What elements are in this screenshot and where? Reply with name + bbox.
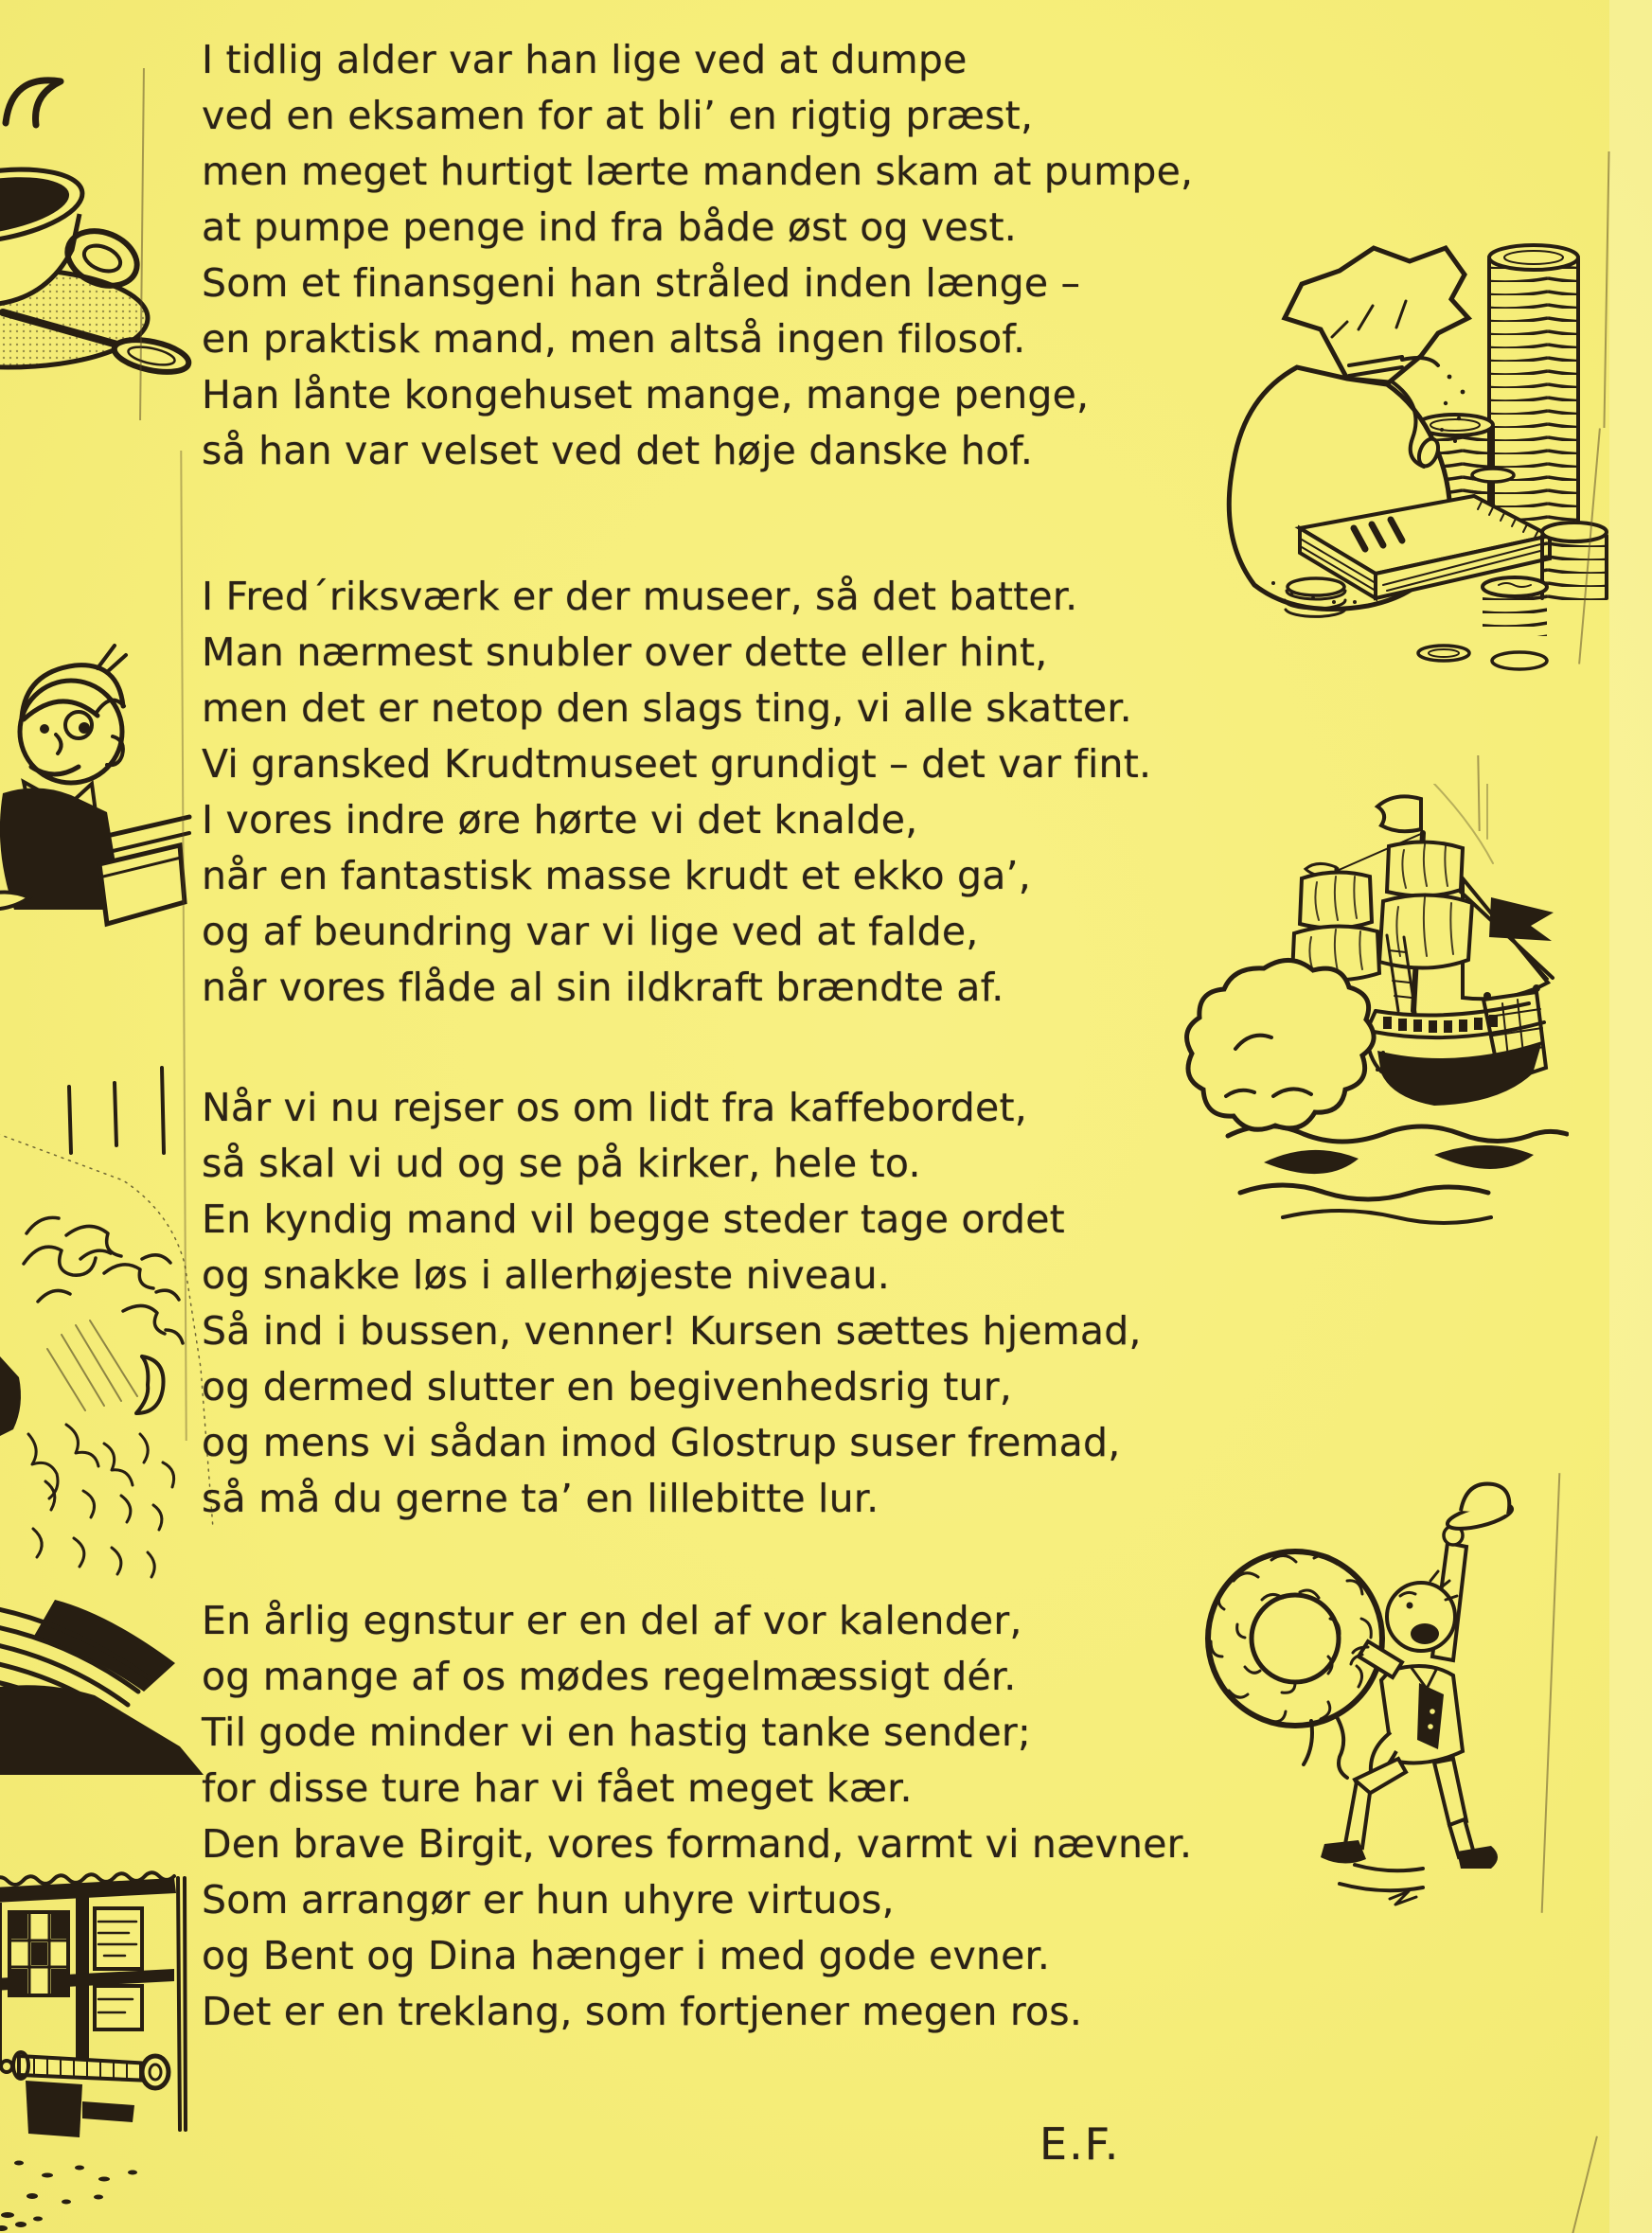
poem-line: en praktisk mand, men altså ingen filosof. (202, 316, 1026, 362)
poem-line: I Fred´riksværk er der museer, så det batter. (202, 574, 1078, 619)
poem-line: Når vi nu rejser os om lidt fra kaffebordet, (202, 1085, 1027, 1130)
poem-stanza-1 (202, 32, 1193, 479)
poem-line: og af beundring var vi lige ved at falde, (202, 909, 979, 954)
poem-line: Den brave Birgit, vores formand, varmt vi nævner. (202, 1821, 1193, 1867)
poem-stanza-2 (202, 569, 1151, 1016)
poem-line: Som arrangør er hun uhyre virtuos, (202, 1877, 895, 1923)
poem-line: og Bent og Dina hænger i med gode evner. (202, 1933, 1051, 1978)
poem-line: så må du gerne ta’ en lillebitte lur. (202, 1476, 879, 1521)
bearded-man-portrait-illustration (0, 1122, 222, 1775)
poem-line: så skal vi ud og se på kirker, hele to. (202, 1141, 921, 1186)
museum-house-cannon-illustration (0, 1836, 189, 2233)
poem-line: Som et finansgeni han stråled inden længe – (202, 260, 1081, 306)
warship-cannon-smoke-illustration (1150, 784, 1569, 1231)
poem-line: men det er netop den slags ting, vi alle skatter. (202, 685, 1132, 731)
poem-line: men meget hurtigt lærte manden skam at pumpe, (202, 149, 1194, 194)
poem-line: Vi gransked Krudtmuseet grundigt – det var fint. (202, 741, 1152, 787)
poem-line: når en fantastisk masse krudt et ekko ga’, (202, 853, 1032, 898)
scan-edge-highlight (1609, 0, 1652, 2233)
poem-line: ved en eksamen for at bli’ en rigtig præst, (202, 93, 1034, 138)
poem-line: I tidlig alder var han lige ved at dumpe (202, 37, 968, 82)
poem-line: Til gode minder vi en hastig tanke sender; (202, 1710, 1031, 1755)
poem-stanza-4 (202, 1593, 1192, 2040)
poem-line: for disse ture har vi fået meget kær. (202, 1765, 913, 1811)
poem-line: I vores indre øre hørte vi det knalde, (202, 797, 918, 842)
dancing-man-wreath-hat-illustration (1196, 1467, 1567, 1914)
poem-line: og mens vi sådan imod Glostrup suser fremad, (202, 1420, 1121, 1465)
poem-line: og dermed slutter en begivenhedsrig tur, (202, 1364, 1012, 1409)
poem-stanza-3 (202, 1080, 1142, 1527)
poem-line: når vores flåde al sin ildkraft brændte af. (202, 965, 1004, 1010)
poem-line: En årlig egnstur er en del af vor kalender, (202, 1598, 1022, 1643)
poem-line: En kyndig mand vil begge steder tage ordet (202, 1196, 1065, 1242)
paper-crease-line (1570, 2136, 1598, 2233)
poem-line: Han lånte kongehuset mange, mange penge, (202, 372, 1090, 417)
money-bag-and-coins-illustration (1207, 216, 1616, 672)
poem-line: og snakke løs i allerhøjeste niveau. (202, 1252, 891, 1298)
poem-line: så han var velset ved det høje danske hof. (202, 428, 1034, 473)
author-initials: E.F. (1039, 2118, 1121, 2170)
coffee-cup-illustration (0, 64, 192, 467)
poem-line: Det er en treklang, som fortjener megen ros. (202, 1989, 1083, 2034)
poem-line: at pumpe penge ind fra både øst og vest. (202, 204, 1017, 250)
poem-line: Så ind i bussen, venner! Kursen sættes hjemad, (202, 1308, 1142, 1354)
poem-line: og mange af os mødes regelmæssigt dér. (202, 1654, 1017, 1699)
poem-line: Man nærmest snubler over dette eller hint, (202, 629, 1048, 675)
